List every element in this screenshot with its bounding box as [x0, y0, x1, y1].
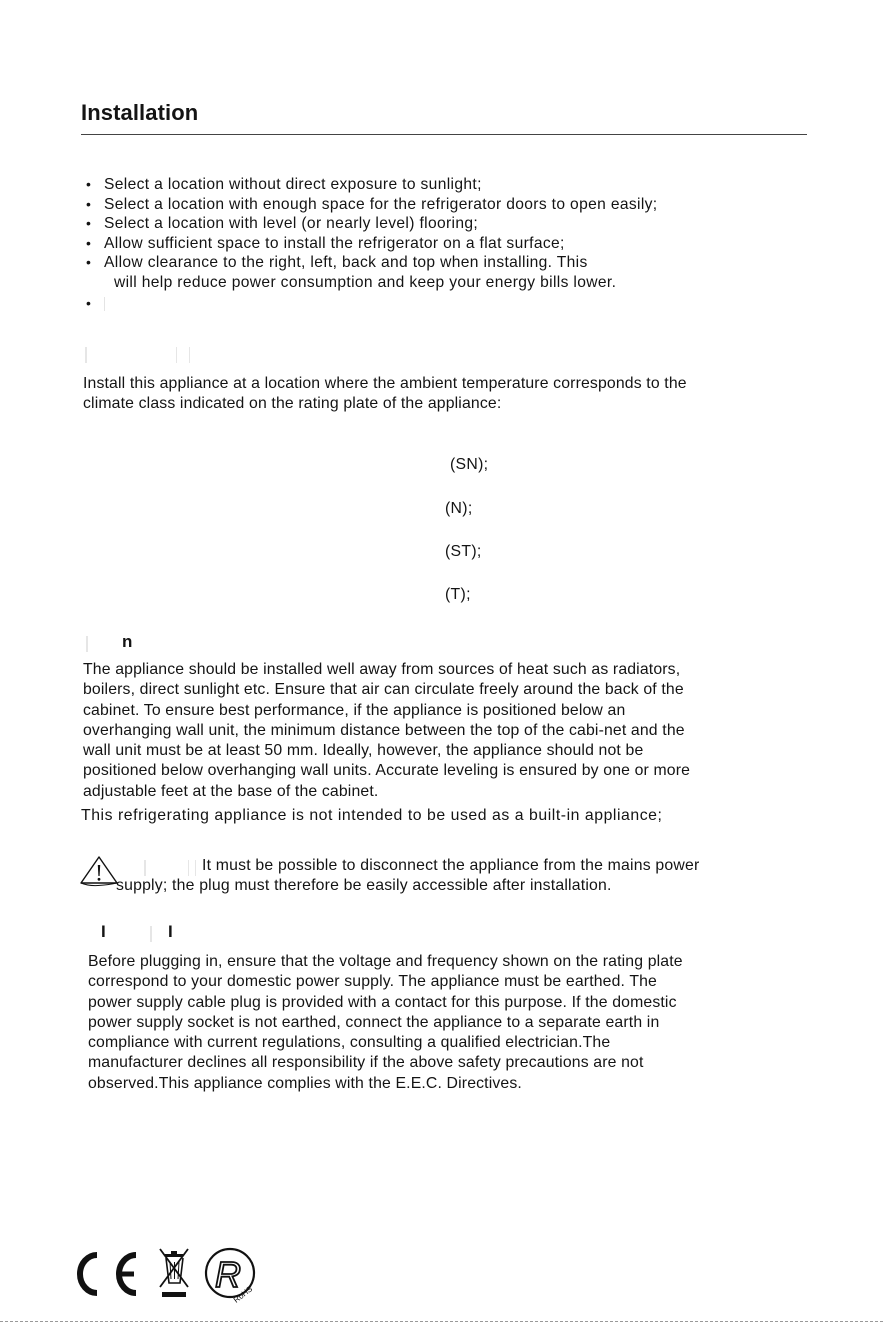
electrical-paragraph: [88, 952, 828, 1094]
title-divider: [81, 134, 807, 135]
checklist-item-continuation: will help reduce power consumption and keep your energy bills lower.: [114, 273, 617, 291]
location-heading: n: [122, 632, 133, 651]
faded-heading-mark: [86, 636, 88, 652]
faded-text-mark: [104, 297, 105, 311]
climate-class-sn: (SN);: [450, 456, 489, 473]
paragraph-line: boilers, direct sunlight etc. Ensure that air can circulate freely around the back of the: [83, 681, 684, 699]
warning-text-line: It must be possible to disconnect the appliance from the mains power: [202, 857, 700, 874]
paragraph-line: cabinet. To ensure best performance, if the appliance is positioned below an: [83, 701, 626, 719]
checklist-item: • Select a location with level (or nearly level) flooring;: [84, 214, 657, 234]
page-title: Installation: [81, 100, 199, 125]
page-bottom-edge: [0, 1321, 883, 1322]
faded-heading-mark: [144, 860, 146, 876]
faded-heading-mark: [85, 347, 87, 363]
builtin-note: This refrigerating appliance is not intended to be used as a built-in appliance;: [81, 807, 663, 824]
climate-class-n: (N);: [445, 500, 473, 517]
climate-class-st: (ST);: [445, 543, 482, 560]
paragraph-line: positioned below overhanging wall units. Accurate leveling is ensured by one or more: [83, 762, 691, 780]
paragraph-line: correspond to your domestic power supply. The appliance must be earthed. The: [88, 973, 657, 991]
weee-crossed-bin-icon: [160, 1249, 188, 1297]
warning-text-line: supply; the plug must therefore be easily accessible after installation.: [116, 877, 612, 894]
climate-class-t: (T);: [445, 586, 471, 603]
paragraph-line: power supply cable plug is provided with a contact for this purpose. If the domestic: [88, 993, 677, 1011]
location-checklist: [84, 175, 657, 314]
warning-triangle-icon: [80, 855, 120, 887]
checklist-item: • Allow sufficient space to install the refrigerator on a flat surface;: [84, 234, 657, 254]
paragraph-line: The appliance should be installed well away from sources of heat such as radiators,: [83, 661, 681, 678]
paragraph-line: adjustable feet at the base of the cabinet.: [83, 782, 379, 800]
ce-mark-icon: [80, 1255, 136, 1293]
faded-heading-mark: [176, 347, 190, 363]
paragraph-line: Before plugging in, ensure that the voltage and frequency shown on the rating plate: [88, 953, 683, 970]
paragraph-line: wall unit must be at least 50 mm. Ideally, however, the appliance should not be: [83, 742, 644, 760]
climate-intro-line: Install this appliance at a location where the ambient temperature corresponds to the: [83, 375, 687, 392]
paragraph-line: overhanging wall unit, the minimum distance between the top of the cabi-net and the: [83, 721, 685, 739]
checklist-item-faded: [84, 294, 657, 314]
paragraph-line: compliance with current regulations, consulting a qualified electrician.The: [88, 1034, 611, 1052]
rohs-label: RoHS: [231, 1284, 255, 1305]
paragraph-line: manufacturer declines all responsibility if the above safety precautions are not: [88, 1054, 644, 1072]
faded-heading-mark: [188, 860, 196, 876]
warning-note: [80, 855, 800, 901]
checklist-item: • Select a location without direct exposure to sunlight;: [84, 175, 657, 195]
rohs-letter: R: [215, 1254, 241, 1295]
certification-logos: [70, 1245, 270, 1305]
paragraph-line: power supply socket is not earthed, connect the appliance to a separate earth in: [88, 1013, 660, 1031]
electrical-heading-fragment: I: [101, 922, 106, 941]
paragraph-line: observed.This appliance complies with the E.E.C. Directives.: [88, 1074, 522, 1092]
checklist-item: • Allow clearance to the right, left, back and top when installing. This: [84, 253, 657, 273]
faded-heading-mark: [150, 926, 152, 942]
rohs-mark-icon: [206, 1249, 254, 1305]
climate-intro-line: climate class indicated on the rating plate of the appliance:: [83, 395, 502, 413]
electrical-heading-fragment: I: [168, 922, 173, 941]
checklist-item: • Select a location with enough space for the refrigerator doors to open easily;: [84, 195, 657, 215]
climate-intro: [83, 374, 823, 415]
location-paragraph: [83, 660, 843, 802]
